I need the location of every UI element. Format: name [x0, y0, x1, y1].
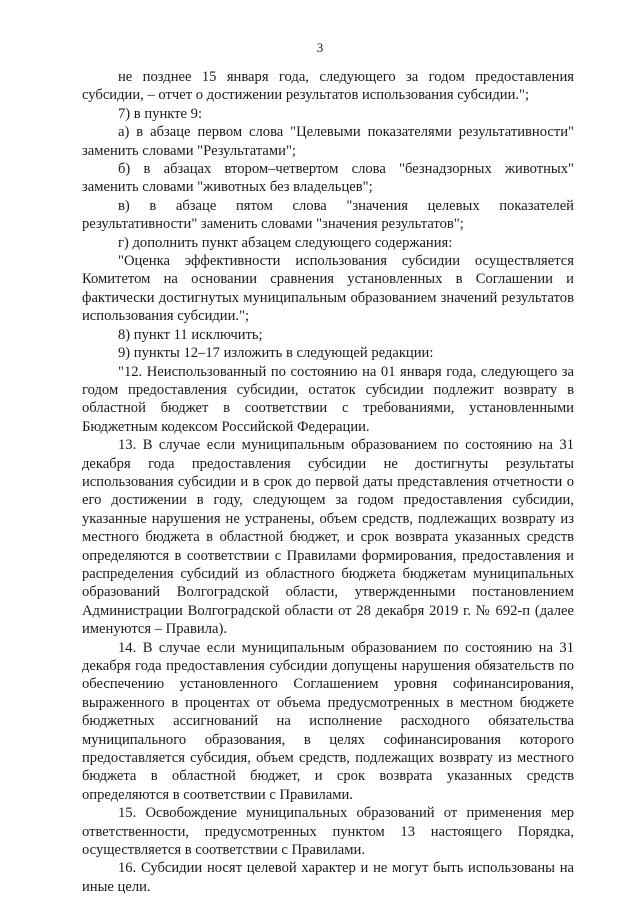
paragraph: 7) в пункте 9: — [118, 105, 203, 122]
paragraph: б) в абзацах втором–четвертом слова "безнадзорных животных" заменить словами "животных без владельцев"; — [82, 161, 574, 196]
paragraph: 13. В случае если муниципальным образованием по состоянию на 31 декабря года предоставления субсидии не достигнуты результаты использования субсидии и в срок до первой даты представления отчетности о его достижении в году, следующем за годом предоставления субсидии, указанные нарушения не устранены, объем средств, подлежащих возврату из местного бюджета в областной бюджет, и срок возврата указанных средств определяются в соответствии с Правилами формирования, предоставления и распределения субсидий из областного бюджета бюджетам муниципальных образований Волгоградской области, утвержденными постановлением Администрации Волгоградской области от 28 декабря 2019 г. № 692-п (далее именуются – Правила). — [82, 437, 574, 638]
paragraph: 9) пункты 12–17 изложить в следующей редакции: — [118, 345, 434, 362]
paragraph: 8) пункт 11 исключить; — [118, 326, 263, 343]
paragraph: 16. Субсидии носят целевой характер и не могут быть использованы на иные цели. — [82, 860, 574, 895]
paragraph: 14. В случае если муниципальным образованием по состоянию на 31 декабря года предоставления субсидии допущены нарушения обязательств по обеспечению установленного Соглашением уровня софинансирования, выраженного в процентах от объема предусмотренных в местном бюджете бюджетных ассигнований на исполнение расходного обязательства муниципального образования, в целях софинансирования которого предоставляется субсидия, объем средств, подлежащих возврату из местного бюджета в областной бюджет, и срок возврата указанных средств определяются в соответствии с Правилами. — [82, 639, 574, 803]
paragraph: "12. Неиспользованный по состоянию на 01 января года, следующего за годом предоставления субсидии, остаток субсидии подлежит возврату в областной бюджет в соответствии с требованиями, установленными Бюджетным кодексом Российской Федерации. — [82, 363, 574, 435]
paragraph: 15. Освобождение муниципальных образований от применения мер ответственности, предусмотренных пунктом 13 настоящего Порядка, осуществляется в соответствии с Правилами. — [82, 805, 574, 859]
document-body — [82, 68, 574, 896]
paragraph: не позднее 15 января года, следующего за годом предоставления субсидии, – отчет о достижении результатов использования субсидии."; — [82, 69, 574, 104]
paragraph: г) дополнить пункт абзацем следующего содержания: — [118, 234, 453, 251]
paragraph: в) в абзаце пятом слова "значения целевых показателей результативности" заменить словами "значения результатов"; — [82, 197, 574, 233]
paragraph: "Оценка эффективности использования субсидии осуществляется Комитетом на основании сравнения установленных в Соглашении и фактически достигнутых муниципальным образованием значений результатов использования субсидии."; — [82, 253, 574, 325]
page-number: 3 — [316, 40, 324, 55]
paragraph: а) в абзаце первом слова "Целевыми показателями результативности" заменить словами "Результатами"; — [82, 124, 574, 159]
